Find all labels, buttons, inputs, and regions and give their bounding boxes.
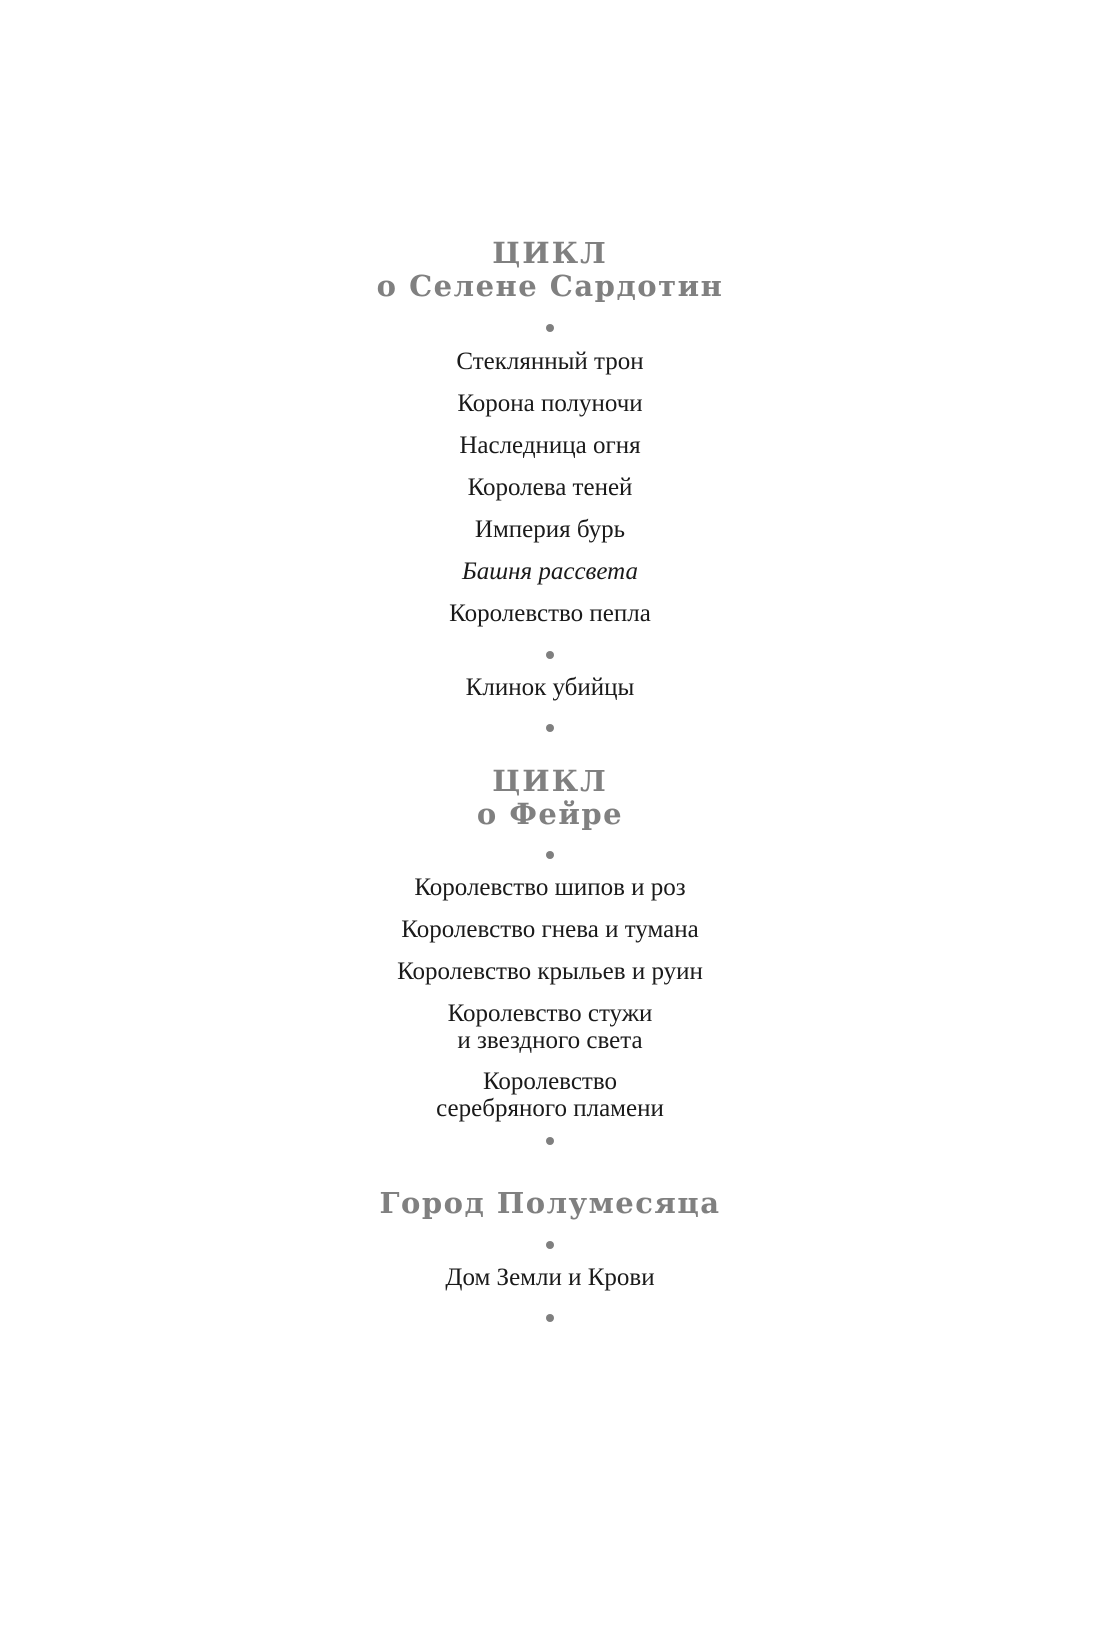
separator-dot	[546, 724, 554, 732]
book-title: Королевство шипов и роз	[414, 874, 686, 901]
book-title-line2: серебряного пламени	[436, 1095, 664, 1122]
book-title-line1: Королевство стужи	[447, 1000, 653, 1027]
section-heading-subtitle: о Селене Сардотин	[376, 269, 724, 303]
section-heading-cycle: ЦИКЛ	[492, 764, 608, 798]
book-title: Королевство гнева и тумана	[401, 916, 699, 943]
separator-dot	[546, 1137, 554, 1145]
book-title: Дом Земли и Крови	[445, 1264, 655, 1291]
book-title: Империя бурь	[474, 516, 626, 543]
book-title: Клинок убийцы	[465, 674, 635, 701]
separator-dot	[546, 324, 554, 332]
separator-dot	[546, 851, 554, 859]
book-title-line1: Королевство	[483, 1068, 617, 1095]
separator-dot	[546, 651, 554, 659]
section-heading-cycle: ЦИКЛ	[492, 236, 608, 270]
book-title-upcoming: Башня рассвета	[461, 558, 639, 585]
section-heading-subtitle: о Фейре	[476, 797, 624, 831]
book-title: Стеклянный трон	[456, 348, 644, 375]
book-title: Наследница огня	[459, 432, 641, 459]
book-title-line2: и звездного света	[457, 1027, 643, 1054]
book-title: Королевство крыльев и руин	[397, 958, 703, 985]
book-title: Королева теней	[467, 474, 633, 501]
book-title: Корона полуночи	[457, 390, 643, 417]
book-title: Королевство пепла	[449, 600, 651, 627]
section-heading: Город Полумесяца	[379, 1186, 721, 1220]
separator-dot	[546, 1241, 554, 1249]
separator-dot	[546, 1314, 554, 1322]
